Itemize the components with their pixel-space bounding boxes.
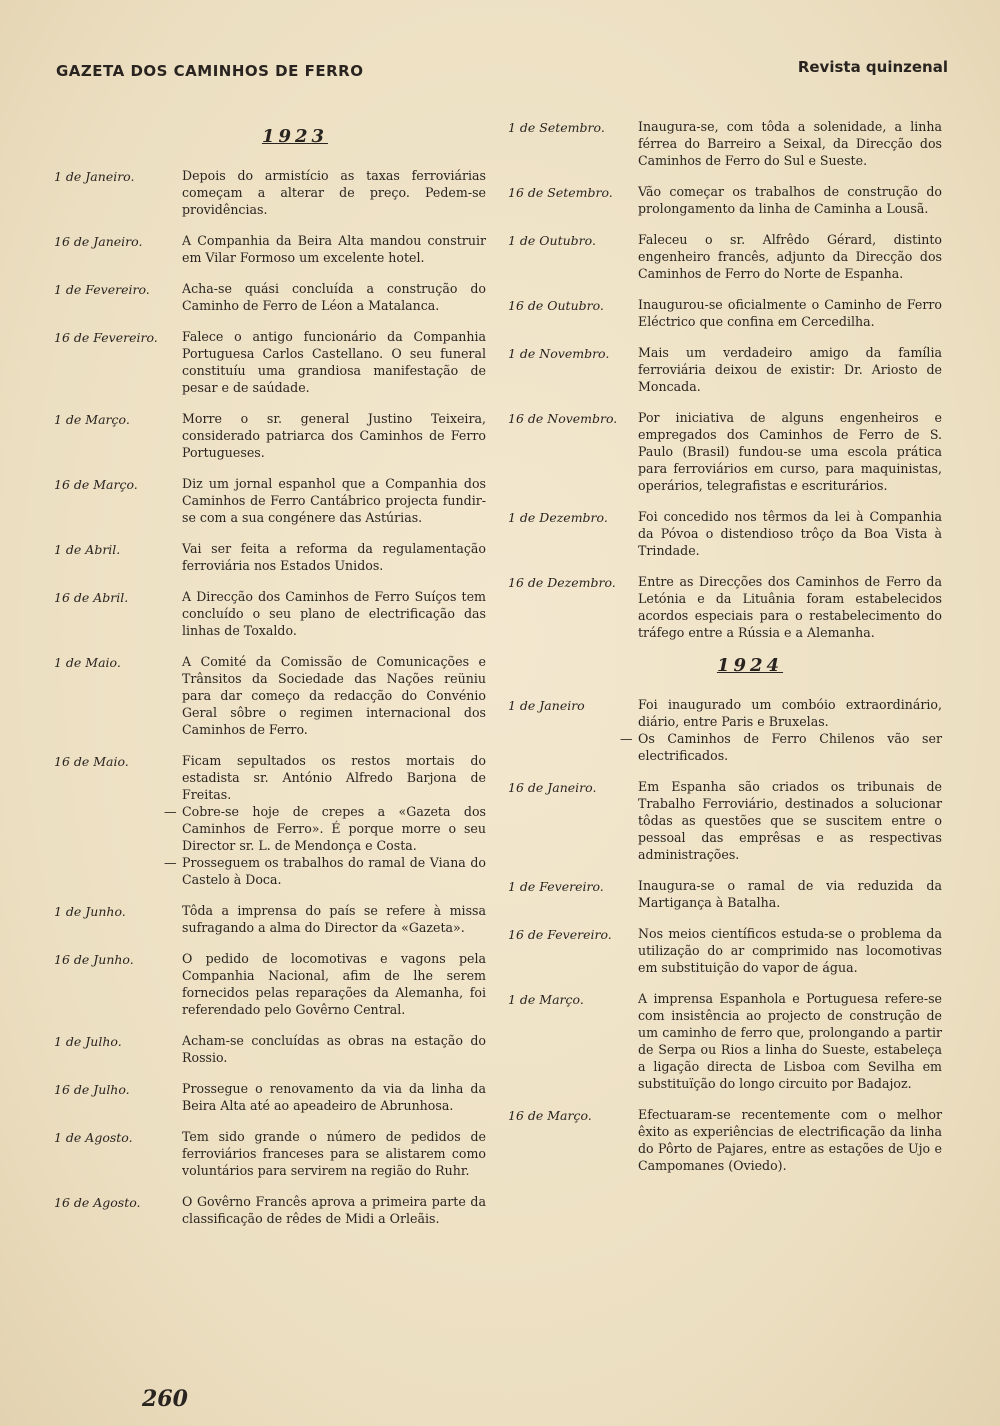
entry-text [182, 167, 486, 218]
chronology-entry [508, 409, 942, 494]
entry-date: 1 de Janeiro [508, 698, 585, 713]
entry-paragraph: Inaugura-se, com tôda a solenidade, a linha férrea do Barreiro a Seixal, da Direcção dos Caminhos de Ferro do Sul e Sueste. [638, 119, 942, 168]
entry-paragraph: Acham-se concluídas as obras na estação do Rossio. [182, 1033, 486, 1065]
entry-date: 1 de Dezembro. [508, 510, 608, 525]
entry-text [182, 328, 486, 396]
entry-date: 1 de Setembro. [508, 120, 605, 135]
entry-text [638, 409, 942, 494]
right-column [508, 118, 942, 1188]
entry-text [638, 990, 942, 1092]
entry-text [638, 231, 942, 282]
page-number: 260 [142, 1386, 188, 1412]
entry-date: 1 de Maio. [54, 655, 121, 670]
entry-text [182, 540, 486, 574]
entry-paragraph: — Cobre-se hoje de crepes a «Gazeta dos Caminhos de Ferro». É porque morre o seu Director sr. L. de Mendonça e Costa. [182, 803, 486, 854]
chronology-entry [508, 1106, 942, 1174]
entry-date: 16 de Março. [508, 1108, 592, 1123]
chronology-entry [508, 573, 942, 641]
entry-text [638, 344, 942, 395]
publication-title: GAZETA DOS CAMINHOS DE FERRO [56, 62, 364, 80]
entry-date: 16 de Fevereiro. [54, 330, 158, 345]
chronology-entry [508, 118, 942, 169]
entry-date: 16 de Abril. [54, 590, 129, 605]
chronology-entry [508, 696, 942, 764]
entry-paragraph: Nos meios científicos estuda-se o problema da utilização do ar comprimido nas locomotivas em substituição do vapor de água. [638, 926, 942, 975]
entry-date: 16 de Julho. [54, 1082, 130, 1097]
chronology-entry [508, 344, 942, 395]
chronology-entry [54, 475, 486, 526]
chronology-entry [54, 410, 486, 461]
entry-text [638, 573, 942, 641]
entry-date: 16 de Janeiro. [508, 780, 597, 795]
entry-text [182, 950, 486, 1018]
entry-paragraph: O Govêrno Francês aprova a primeira parte da classificação de rêdes de Midi a Orleãis. [182, 1194, 486, 1226]
chronology-entry [54, 1032, 486, 1066]
left-column [54, 118, 486, 1241]
entry-paragraph: Diz um jornal espanhol que a Companhia dos Caminhos de Ferro Cantábrico projecta fundir-se com a sua congénere das Astúrias. [182, 476, 486, 525]
chronology-entry [508, 183, 942, 217]
entry-text [182, 1032, 486, 1066]
publication-subtitle: Revista quinzenal [797, 58, 948, 76]
entry-text [182, 1080, 486, 1114]
entry-text [182, 588, 486, 639]
entry-text [638, 877, 942, 911]
entry-date: 1 de Novembro. [508, 346, 610, 361]
chronology-entry [54, 752, 486, 888]
entry-paragraph: Entre as Direcções dos Caminhos de Ferro da Letónia e da Lituânia foram estabelecidos acordos especiais para o restabelecimento do tráfego entre a Rússia e a Alemanha. [638, 574, 942, 640]
entry-paragraph: Foi inaugurado um combóio extraordinário, diário, entre Paris e Bruxelas. [638, 697, 942, 729]
chronology-entry [54, 588, 486, 639]
entry-date: 16 de Dezembro. [508, 575, 616, 590]
chronology-entry [54, 280, 486, 314]
entry-paragraph: — Os Caminhos de Ferro Chilenos vão ser electrificados. [638, 730, 942, 764]
entry-text [182, 280, 486, 314]
entry-paragraph: A Comité da Comissão de Comunicações e Trânsitos da Sociedade das Nações reüniu para dar começo da redacção do Convénio Geral sôbre o regimen internacional dos Caminhos de Ferro. [182, 654, 486, 737]
entry-paragraph: A Companhia da Beira Alta mandou construir em Vilar Formoso um excelente hotel. [182, 233, 486, 265]
entry-date: 16 de Fevereiro. [508, 927, 612, 942]
entry-paragraph: Foi concedido nos têrmos da lei à Companhia da Póvoa o distendioso trôço da Boa Vista à Trindade. [638, 509, 942, 558]
entry-paragraph: — Prosseguem os trabalhos do ramal de Viana do Castelo à Doca. [182, 854, 486, 888]
entry-paragraph: Ficam sepultados os restos mortais do estadista sr. António Alfredo Barjona de Freitas. [182, 753, 486, 802]
chronology-entry [54, 902, 486, 936]
entry-paragraph: Tem sido grande o número de pedidos de ferroviários franceses para se alistarem como voluntários para servirem na região do Ruhr. [182, 1129, 486, 1178]
entry-paragraph: Em Espanha são criados os tribunais de Trabalho Ferroviário, destinados a solucionar tôdas as questões que se suscitem entre o pessoal das emprêsas e as respectivas administrações. [638, 779, 942, 862]
entry-text [638, 296, 942, 330]
entry-paragraph: Inaugurou-se oficialmente o Caminho de Ferro Eléctrico que confina em Cercedilha. [638, 297, 942, 329]
entry-date: 1 de Abril. [54, 542, 121, 557]
chronology-entry [54, 167, 486, 218]
entry-paragraph: Vai ser feita a reforma da regulamentação ferroviária nos Estados Unidos. [182, 541, 486, 573]
entry-text [182, 902, 486, 936]
entry-text [638, 778, 942, 863]
entry-paragraph: Por iniciativa de alguns engenheiros e empregados dos Caminhos de Ferro de S. Paulo (Brasil) fundou-se uma escola prática para ferroviários em curso, para maquinistas, operários, telegrafistas e escriturários. [638, 410, 942, 493]
chronology-entry [508, 778, 942, 863]
chronology-entry [508, 925, 942, 976]
entry-text [638, 1106, 942, 1174]
chronology-entry [54, 1128, 486, 1179]
entry-paragraph: Mais um verdadeiro amigo da família ferroviária deixou de existir: Dr. Ariosto de Moncada. [638, 345, 942, 394]
chronology-entry [54, 1080, 486, 1114]
entry-paragraph: Acha-se quási concluída a construção do Caminho de Ferro de Léon a Matalanca. [182, 281, 486, 313]
chronology-entry [508, 231, 942, 282]
entry-paragraph: Tôda a imprensa do país se refere à missa sufragando a alma do Director da «Gazeta». [182, 903, 486, 935]
entry-date: 1 de Março. [54, 412, 130, 427]
entry-date: 16 de Janeiro. [54, 234, 143, 249]
entry-date: 1 de Outubro. [508, 233, 596, 248]
entry-text [182, 1193, 486, 1227]
entry-date: 16 de Agosto. [54, 1195, 141, 1210]
entry-paragraph: Inaugura-se o ramal de via reduzida da Martigança à Batalha. [638, 878, 942, 910]
entry-text [182, 653, 486, 738]
chronology-entry [54, 232, 486, 266]
entry-text [638, 508, 942, 559]
entry-date: 1 de Junho. [54, 904, 126, 919]
right-entries-top [508, 118, 942, 641]
chronology-entry [54, 328, 486, 396]
entry-date: 16 de Março. [54, 477, 138, 492]
year-heading-1923: 1923 [261, 126, 329, 147]
entry-date: 1 de Julho. [54, 1034, 122, 1049]
entry-paragraph: A Direcção dos Caminhos de Ferro Suíços tem concluído o seu plano de electrificação das linhas de Toxaldo. [182, 589, 486, 638]
entry-paragraph: Falece o antigo funcionário da Companhia Portuguesa Carlos Castellano. O seu funeral constituíu uma grandiosa manifestação de pesar e de saúdade. [182, 329, 486, 395]
entry-date: 1 de Fevereiro. [54, 282, 150, 297]
entry-paragraph: Efectuaram-se recentemente com o melhor êxito as experiências de electrificação da linha do Pôrto de Pajares, entre as estações de Ujo e Campomanes (Oviedo). [638, 1107, 942, 1173]
entry-text [638, 696, 942, 764]
entry-text [638, 118, 942, 169]
chronology-entry [54, 950, 486, 1018]
entry-date: 1 de Janeiro. [54, 169, 135, 184]
entry-text [182, 1128, 486, 1179]
chronology-entry [54, 540, 486, 574]
entry-date: 16 de Outubro. [508, 298, 604, 313]
entry-paragraph: O pedido de locomotivas e vagons pela Companhia Nacional, afim de lhe serem fornecidos pelas reparações da Alemanha, foi referendado pelo Govêrno Central. [182, 951, 486, 1017]
year-heading-1924: 1924 [716, 655, 784, 676]
entry-date: 1 de Março. [508, 992, 584, 1007]
entry-text [638, 925, 942, 976]
entry-text [638, 183, 942, 217]
entry-text [182, 410, 486, 461]
entry-date: 1 de Agosto. [54, 1130, 133, 1145]
left-entries [54, 167, 486, 1227]
chronology-entry [508, 877, 942, 911]
entry-paragraph: Vão começar os trabalhos de construção do prolongamento da linha de Caminha a Lousã. [638, 184, 942, 216]
entry-paragraph: Faleceu o sr. Alfrêdo Gérard, distinto engenheiro francês, adjunto da Direcção dos Caminhos de Ferro do Norte de Espanha. [638, 232, 942, 281]
chronology-entry [54, 1193, 486, 1227]
chronology-entry [508, 508, 942, 559]
entry-paragraph: A imprensa Espanhola e Portuguesa refere-se com insistência ao projecto de construção de um caminho de ferro que, prolongando a partir de Serpa ou Rios a linha do Sueste, estabeleça a ligação directa de Lisboa com Sevilha em substituïção do longo circuito por Badajoz. [638, 991, 942, 1091]
entry-paragraph: Depois do armistício as taxas ferroviárias começam a alterar de preço. Pedem-se providências. [182, 168, 486, 217]
entry-date: 1 de Fevereiro. [508, 879, 604, 894]
entry-paragraph: Morre o sr. general Justino Teixeira, considerado patriarca dos Caminhos de Ferro Portugueses. [182, 411, 486, 460]
entry-date: 16 de Novembro. [508, 411, 618, 426]
entry-date: 16 de Junho. [54, 952, 134, 967]
entry-text [182, 752, 486, 888]
chronology-entry [508, 990, 942, 1092]
entry-text [182, 475, 486, 526]
entry-text [182, 232, 486, 266]
entry-date: 16 de Maio. [54, 754, 129, 769]
right-entries-bottom [508, 696, 942, 1174]
chronology-entry [508, 296, 942, 330]
entry-paragraph: Prossegue o renovamento da via da linha da Beira Alta até ao apeadeiro de Abrunhosa. [182, 1081, 486, 1113]
chronology-entry [54, 653, 486, 738]
entry-date: 16 de Setembro. [508, 185, 613, 200]
